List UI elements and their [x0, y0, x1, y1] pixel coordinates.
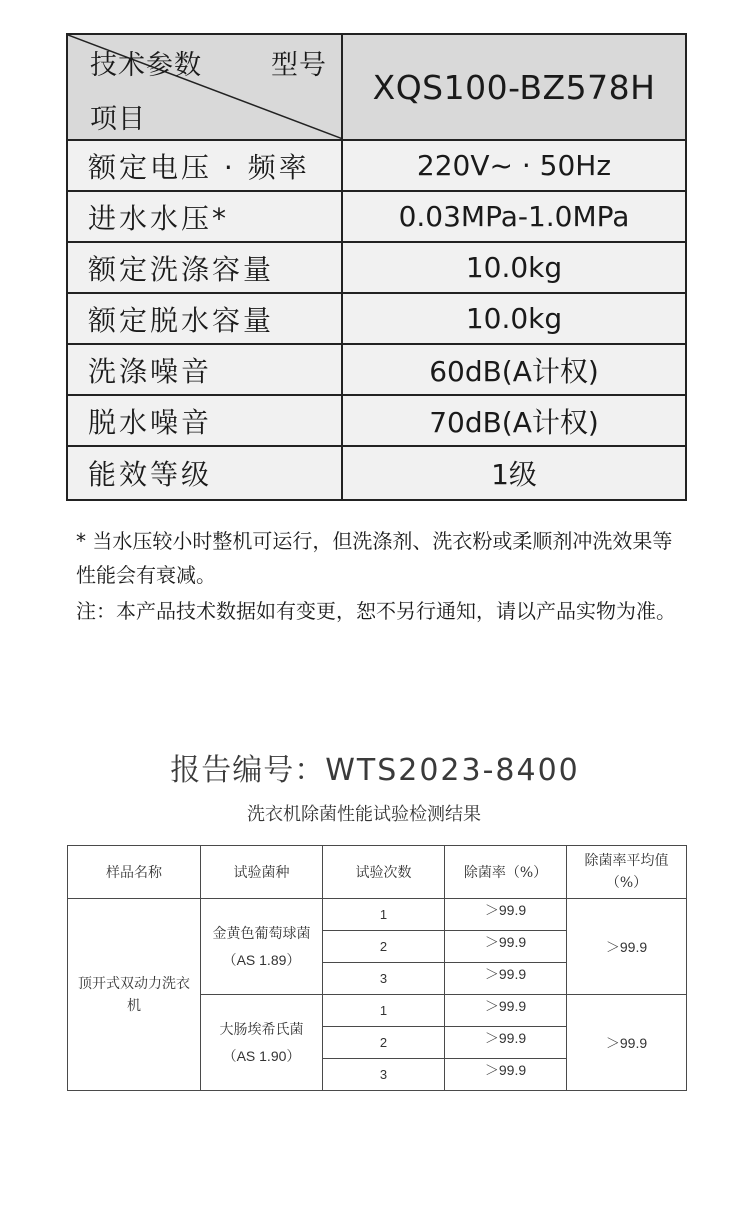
average-rate: ＞99.9	[567, 995, 687, 1091]
spec-label: 额定洗涤容量	[67, 242, 342, 293]
trial-number: 3	[323, 963, 445, 995]
spec-value: 10.0kg	[342, 293, 686, 344]
rate-cell	[445, 931, 567, 963]
header-tech-params: 技术参数	[90, 50, 202, 81]
spec-label: 额定脱水容量	[67, 293, 342, 344]
spec-label: 脱水噪音	[67, 395, 342, 446]
water-pressure-note: * 当水压较小时整机可运行，但洗涤剂、洗衣粉或柔顺剂冲洗效果等性能会有衰减。	[76, 529, 673, 587]
spec-header-row	[67, 34, 686, 140]
spec-row	[67, 293, 686, 344]
spec-label: 额定电压 · 频率	[67, 140, 342, 191]
spec-row	[67, 395, 686, 446]
spec-label: 进水水压*	[67, 191, 342, 242]
spec-value: 0.03MPa-1.0MPa	[342, 191, 686, 242]
disclaimer-note: 注：本产品技术数据如有变更，恕不另行通知，请以产品实物为准。	[76, 599, 676, 623]
rate-cell	[445, 1059, 567, 1091]
results-header-row	[68, 846, 687, 899]
rate-cell	[445, 1027, 567, 1059]
spec-row	[67, 344, 686, 395]
trial-number: 1	[323, 899, 445, 931]
rate-value: ＞99.9	[484, 901, 527, 918]
rate-cell	[445, 963, 567, 995]
bacteria-cell	[201, 899, 323, 995]
spec-header-diagonal-cell	[67, 34, 342, 140]
spec-value: 60dB(A计权)	[342, 344, 686, 395]
bacteria-name: 大肠埃希氏菌	[219, 1021, 304, 1038]
report-number-heading	[0, 745, 750, 789]
spec-table	[66, 33, 687, 501]
trial-number: 2	[323, 931, 445, 963]
rate-value: ＞99.9	[484, 997, 527, 1014]
col-header-rate: 除菌率（%）	[445, 846, 567, 899]
spec-value: 70dB(A计权)	[342, 395, 686, 446]
trial-number: 3	[323, 1059, 445, 1091]
sample-name: 顶开式双动力洗衣机	[68, 899, 201, 1091]
report-number: WTS2023-8400	[325, 753, 580, 788]
spec-label: 洗涤噪音	[67, 344, 342, 395]
results-table	[67, 845, 687, 1091]
rate-cell	[445, 995, 567, 1027]
trial-number: 2	[323, 1027, 445, 1059]
rate-value: ＞99.9	[484, 933, 527, 950]
trial-number: 1	[323, 995, 445, 1027]
spec-row	[67, 446, 686, 500]
spec-label: 能效等级	[67, 446, 342, 500]
bacteria-cell	[201, 995, 323, 1091]
header-model-label: 型号	[271, 50, 327, 81]
spec-value: 10.0kg	[342, 242, 686, 293]
col-header-bacteria: 试验菌种	[201, 846, 323, 899]
spec-value: 1级	[342, 446, 686, 500]
rate-cell	[445, 899, 567, 931]
col-header-average: 除菌率平均值（%）	[567, 846, 687, 899]
rate-value: ＞99.9	[484, 1061, 527, 1078]
model-number: XQS100-BZ578H	[342, 34, 686, 140]
rate-value: ＞99.9	[484, 965, 527, 982]
spec-row	[67, 191, 686, 242]
spec-value: 220V~ · 50Hz	[342, 140, 686, 191]
table-row	[68, 899, 687, 931]
col-header-trials: 试验次数	[323, 846, 445, 899]
col-header-sample: 样品名称	[68, 846, 201, 899]
spec-row	[67, 242, 686, 293]
bacteria-strain: （AS 1.90）	[222, 1047, 301, 1064]
average-rate: ＞99.9	[567, 899, 687, 995]
bacteria-name: 金黄色葡萄球菌	[212, 925, 311, 942]
header-item-label: 项目	[90, 104, 146, 135]
test-results-subtitle: 洗衣机除菌性能试验检测结果	[247, 804, 481, 825]
rate-value: ＞99.9	[484, 1029, 527, 1046]
report-label: 报告编号：	[170, 753, 326, 788]
spec-row	[67, 140, 686, 191]
bacteria-strain: （AS 1.89）	[222, 951, 301, 968]
